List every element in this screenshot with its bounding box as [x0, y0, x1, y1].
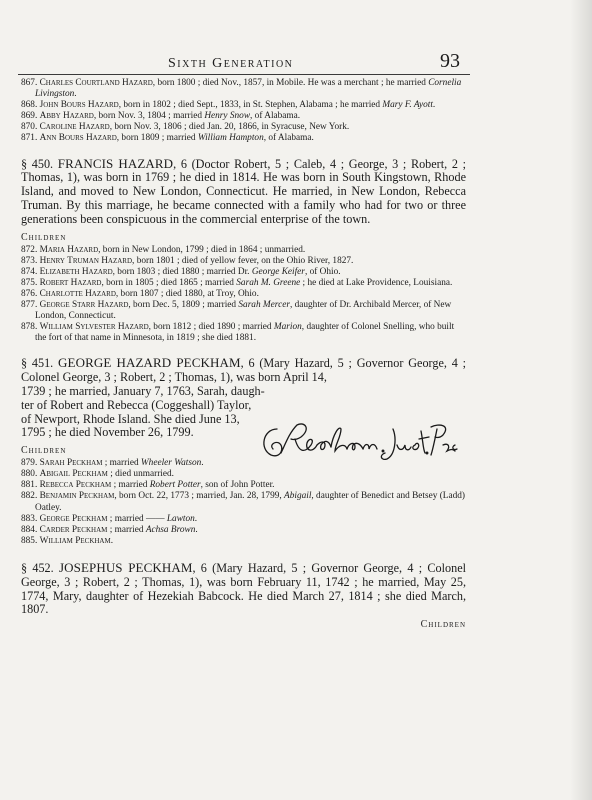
entry-451-children-heading: Children: [21, 445, 67, 457]
page-body: [21, 78, 466, 630]
entry-450-name: FRANCIS HAZARD: [57, 155, 174, 171]
list-item: 868. John Bours Hazard, born in 1802 ; died Sept., 1833, in St. Stephen, Alabama ; he married Mary F. Ayott.: [21, 100, 436, 111]
list-item: 880. Abigail Peckham ; died unmarried.: [21, 469, 174, 480]
running-title: Sixth Generation: [168, 56, 294, 71]
list-item: 876. Charlotte Hazard, born 1807 ; died 1880, at Troy, Ohio.: [21, 288, 259, 299]
entry-451-paragraph: § 451. GEORGE HAZARD PECKHAM, 6 (Mary Hazard, 5 ; Governor George, 4 ; Colonel George, 3 ; Robert, 2 ; Thomas, 1), was born April 14,: [21, 355, 467, 385]
list-item: 874. Elizabeth Hazard, born 1803 ; died 1880 ; married Dr. George Keifer, of Ohio.: [21, 266, 341, 277]
entry-451-name: GEORGE HAZARD PECKHAM: [58, 355, 241, 371]
header-rule: [18, 74, 470, 75]
entry-450-children-list: [21, 245, 466, 345]
entry-451-line: 1795 ; he died November 26, 1799.: [21, 425, 194, 440]
list-item: 869. Abby Hazard, born Nov. 3, 1804 ; married Henry Snow, of Alabama.: [21, 111, 301, 122]
list-item: 867. Charles Courtland Hazard, born 1800 ; died Nov., 1857, in Mobile. He was a merchant ; he married Cornelia Livingston.: [21, 78, 462, 100]
list-item: 881. Rebecca Peckham ; married Robert Potter, son of John Potter.: [21, 480, 275, 491]
list-item: 877. George Starr Hazard, born Dec. 5, 1809 ; married Sarah Mercer, daughter of Dr. Archibald Mercer, of New London, Connecticut.: [21, 300, 452, 322]
page-number: 93: [440, 50, 460, 72]
entry-452-section: § 452.: [21, 560, 54, 575]
list-item: 879. Sarah Peckham ; married Wheeler Watson.: [21, 458, 204, 469]
continued-children-list: [21, 78, 466, 145]
signature-image: [255, 415, 460, 465]
entry-451-line: ter of Robert and Rebecca (Coggeshall) Taylor,: [21, 397, 252, 412]
list-item: 882. Benjamin Peckham, born Oct. 22, 1773 ; married, Jan. 28, 1799, Abigail, daughter of Benedict and Betsey (Ladd) Oatley.: [21, 491, 466, 513]
entry-452-name: JOSEPHUS PECKHAM: [58, 559, 193, 575]
list-item: 885. William Peckham.: [21, 535, 114, 546]
entry-450-paragraph: § 450. FRANCIS HAZARD, 6 (Doctor Robert, 5 ; Caleb, 4 ; George, 3 ; Robert, 2 ; Thomas, 1), was born in 1769 ; he died in 1814. He was born in South Kingstown, Rhode Island, and moved to New London, Connecticut. He married, in New London, Rebecca Truman. By this marriage, he became connected with a family who had for two or three generations been conspicuous in the commercial enterprise of the town.: [21, 155, 466, 226]
entry-450-section: § 450.: [21, 156, 54, 171]
entry-451-children-list: [21, 458, 466, 547]
entry-452-paragraph: § 452. JOSEPHUS PECKHAM, 6 (Mary Hazard, 5 ; Governor George, 4 ; Colonel George, 3 ; Robert, 2 ; Thomas, 1), was born February 11, 1742 ; he married, May 25, 1774, Mary, daughter of Hezekiah Babcock. He died March 27, 1814 ; she died March, 1807.: [21, 559, 466, 617]
entry-451-line: of Newport, Rhode Island. She died June 13,: [21, 411, 240, 426]
entry-451-line: 1739 ; he married, January 7, 1763, Sarah, daugh-: [21, 383, 265, 398]
page-header: [18, 52, 466, 76]
entry-450-children-heading: Children: [21, 231, 67, 243]
list-item: 871. Ann Bours Hazard, born 1809 ; married William Hampton, of Alabama.: [21, 133, 314, 144]
list-item: 870. Caroline Hazard, born Nov. 3, 1806 ; died Jan. 20, 1866, in Syracuse, New York.: [21, 122, 350, 133]
list-item: 883. George Peckham ; married —— Lawton.: [21, 513, 198, 524]
entry-452-children-heading: Children: [420, 619, 466, 631]
list-item: 875. Robert Hazard, born in 1805 ; died 1865 ; married Sarah M. Greene ; he died at Lake Providence, Louisiana.: [21, 277, 453, 288]
list-item: 872. Maria Hazard, born in New London, 1799 ; died in 1864 ; unmarried.: [21, 244, 306, 255]
entry-451-section: § 451.: [21, 356, 54, 371]
list-item: 873. Henry Truman Hazard, born 1801 ; died of yellow fever, on the Ohio River, 1827.: [21, 255, 354, 266]
page-edge-shadow: [570, 0, 592, 800]
list-item: 878. William Sylvester Hazard, born 1812 ; died 1890 ; married Marion, daughter of Colonel Snelling, who built the fort of that name in Minnesota, in 1819 ; she died 1881.: [21, 322, 455, 344]
list-item: 884. Carder Peckham ; married Achsa Brown.: [21, 524, 198, 535]
